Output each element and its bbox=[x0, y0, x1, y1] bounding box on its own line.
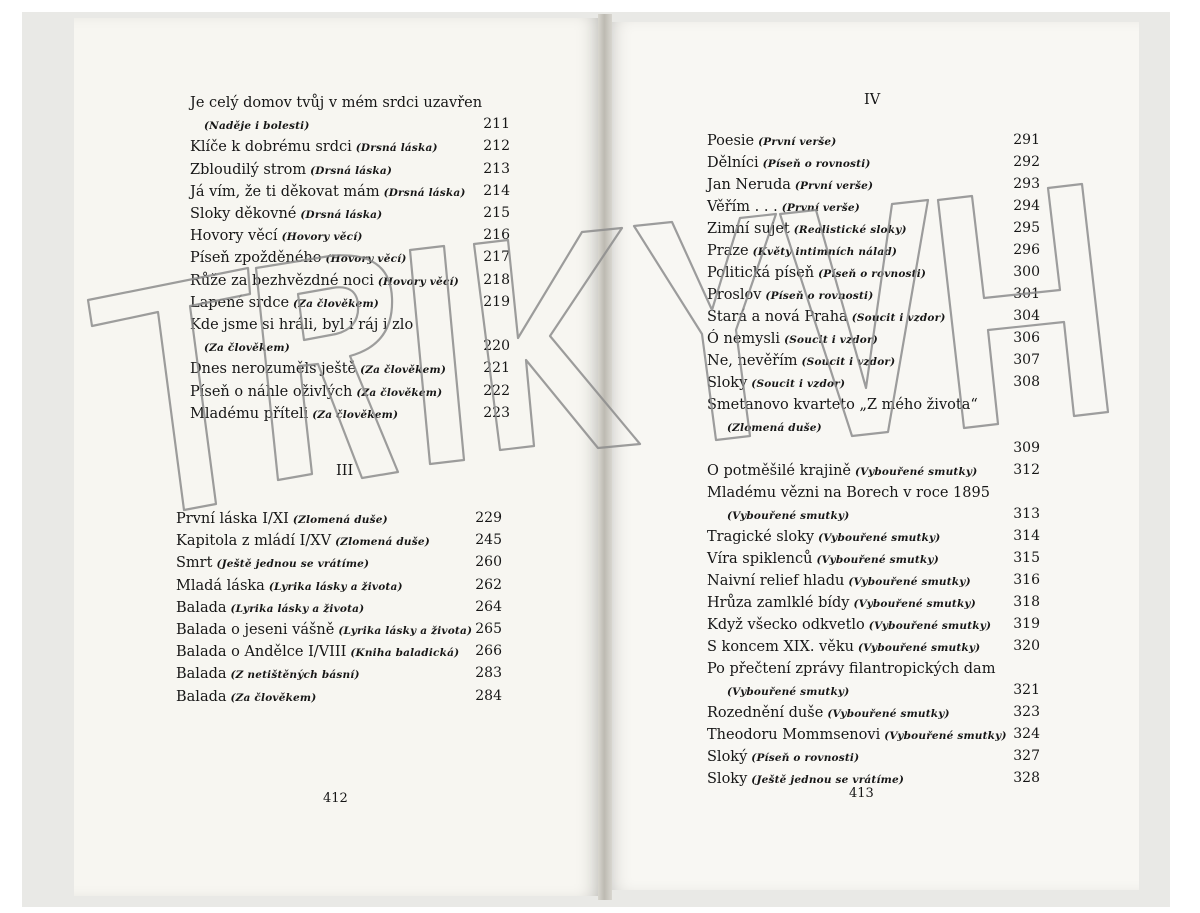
toc-entry-title: Smetanovo kvarteto „Z mého života“ bbox=[707, 397, 978, 413]
toc-entry-page-number: 293 bbox=[1013, 176, 1040, 192]
toc-entry bbox=[204, 336, 290, 355]
right-page bbox=[604, 22, 1139, 890]
toc-entry-collection: (Lyrika lásky a života) bbox=[338, 625, 473, 637]
toc-entry-collection: (Vybouřené smutky) bbox=[827, 708, 950, 720]
toc-entry bbox=[176, 686, 316, 705]
toc-entry-page-number: 313 bbox=[1013, 506, 1040, 522]
toc-entry-collection: (Vybouřené smutky) bbox=[818, 532, 941, 544]
toc-entry-title: Mladému vězni na Borech v roce 1895 bbox=[707, 485, 990, 501]
toc-entry-collection: (Soucit i vzdor) bbox=[801, 356, 896, 368]
toc-entry-title: Sloky děkovné bbox=[190, 206, 297, 222]
toc-entry-collection: (Drsná láska) bbox=[383, 186, 466, 199]
toc-entry-title: Sloký bbox=[707, 749, 748, 765]
toc-entry-page-number: 323 bbox=[1013, 704, 1040, 720]
toc-entry bbox=[707, 460, 977, 479]
toc-entry bbox=[707, 284, 873, 303]
toc-entry-page-number: 327 bbox=[1013, 748, 1040, 764]
toc-entry-page-number: 283 bbox=[475, 665, 502, 682]
toc-entry bbox=[707, 196, 860, 215]
toc-entry bbox=[707, 262, 926, 281]
toc-entry bbox=[176, 508, 388, 527]
toc-entry-title: Zbloudilý strom bbox=[190, 161, 307, 178]
toc-entry-title: Tragické sloky bbox=[707, 529, 815, 545]
toc-entry-collection: (Vybouřené smutky) bbox=[855, 466, 978, 478]
toc-entry-collection: (První verše) bbox=[758, 136, 837, 148]
toc-entry-page-number: 222 bbox=[483, 382, 510, 399]
toc-entry-collection: (Zlomená duše) bbox=[292, 514, 388, 526]
toc-entry-collection: (Ještě jednou se vrátíme) bbox=[751, 774, 905, 786]
toc-entry-title: Když všecko odkvetlo bbox=[707, 617, 865, 633]
toc-entry-collection: (Hovory věcí) bbox=[325, 253, 407, 266]
toc-entry-page-number: 296 bbox=[1013, 242, 1040, 258]
toc-entry-title: První láska I/XI bbox=[176, 511, 289, 527]
toc-entry-collection: (První verše) bbox=[794, 180, 874, 192]
toc-entry-page-number: 312 bbox=[1013, 462, 1040, 478]
toc-entry-collection: (Vybouřené smutky) bbox=[884, 730, 1007, 742]
toc-entry-page-number: 260 bbox=[475, 554, 502, 571]
toc-entry-page-number: 324 bbox=[1013, 726, 1040, 742]
toc-entry-title: Mladá láska bbox=[176, 577, 265, 594]
toc-entry-title: Dnes nerozuměls ještě bbox=[190, 361, 357, 378]
toc-entry-page-number: 292 bbox=[1013, 154, 1040, 170]
toc-entry-title: Píseň o náhle oživlých bbox=[190, 383, 353, 400]
toc-entry bbox=[707, 702, 950, 721]
toc-entry bbox=[707, 526, 940, 545]
toc-entry-title: O potměšilé krajině bbox=[707, 463, 851, 479]
toc-entry-page-number: 295 bbox=[1013, 220, 1040, 236]
toc-entry-page-number: 328 bbox=[1013, 770, 1040, 786]
toc-entry-title: Proslov bbox=[707, 287, 762, 303]
toc-entry-page-number: 314 bbox=[1013, 528, 1040, 544]
toc-entry bbox=[190, 292, 379, 311]
toc-entry-title: Naivní relief hladu bbox=[707, 573, 845, 589]
toc-entry-page-number: 213 bbox=[483, 160, 510, 177]
toc-entry-title: Balada o jeseni vášně bbox=[176, 622, 335, 638]
book-gutter bbox=[598, 14, 612, 900]
toc-entry-page-number: 223 bbox=[483, 404, 510, 421]
toc-entry-title: Stará a nová Praha bbox=[707, 309, 848, 325]
toc-entry bbox=[707, 350, 895, 369]
toc-entry-collection: (Zlomená duše) bbox=[727, 422, 822, 434]
toc-entry-page-number: 315 bbox=[1013, 550, 1040, 566]
toc-entry-title: Klíče k dobrému srdci bbox=[190, 139, 352, 156]
toc-entry-title: Sloky bbox=[707, 771, 748, 787]
toc-entry-title: Balada bbox=[176, 666, 227, 683]
toc-entry bbox=[707, 658, 995, 677]
toc-entry bbox=[176, 663, 360, 682]
toc-entry-title: Sloky bbox=[707, 375, 748, 391]
toc-entry-collection: (Soucit i vzdor) bbox=[784, 334, 878, 346]
toc-entry-page-number: 321 bbox=[1013, 682, 1040, 698]
toc-entry bbox=[190, 136, 438, 155]
toc-entry-collection: (Za člověkem) bbox=[360, 364, 447, 377]
toc-entry-collection: (Lyrika lásky a života) bbox=[268, 580, 403, 593]
toc-entry-collection: (Píseň o rovnosti) bbox=[818, 268, 927, 280]
toc-entry bbox=[707, 174, 873, 193]
toc-entry-collection: (Hovory věcí) bbox=[377, 275, 459, 288]
toc-entry bbox=[190, 358, 446, 377]
toc-entry bbox=[707, 570, 971, 589]
toc-entry-collection: (Vybouřené smutky) bbox=[853, 598, 976, 610]
toc-entry-page-number: 220 bbox=[483, 338, 510, 355]
toc-entry-collection: (Hovory věcí) bbox=[281, 231, 363, 244]
toc-entry bbox=[707, 768, 904, 787]
toc-entry-title: Po přečtení zprávy filantropických dam bbox=[707, 661, 996, 677]
toc-entry-page-number: 212 bbox=[483, 138, 510, 155]
toc-entry-page-number: 304 bbox=[1013, 308, 1040, 324]
toc-entry-title: Já vím, že ti děkovat mám bbox=[190, 183, 380, 200]
toc-entry-page-number: 309 bbox=[1013, 440, 1040, 456]
toc-entry-page-number: 211 bbox=[483, 116, 510, 133]
toc-entry-title: Balada o Andělce I/VIII bbox=[176, 644, 347, 661]
toc-entry bbox=[707, 482, 990, 501]
toc-entry-page-number: 219 bbox=[483, 293, 510, 310]
toc-entry-title: Růže za bezhvězdné noci bbox=[190, 272, 374, 289]
toc-entry-page-number: 316 bbox=[1013, 572, 1040, 588]
toc-entry-page-number: 214 bbox=[483, 182, 510, 199]
toc-entry-collection: (Soucit i vzdor) bbox=[751, 378, 846, 390]
toc-entry-title: Zimní sujet bbox=[707, 221, 790, 237]
toc-entry bbox=[707, 372, 845, 391]
toc-entry-collection: (Naděje i bolesti) bbox=[204, 120, 310, 133]
toc-entry-collection: (Drsná láska) bbox=[310, 164, 393, 177]
toc-entry-collection: (Drsná láska) bbox=[300, 209, 383, 221]
toc-entry bbox=[707, 218, 907, 237]
toc-entry bbox=[727, 416, 822, 435]
toc-entry-page-number: 218 bbox=[483, 271, 510, 288]
toc-entry-collection: (Za člověkem) bbox=[356, 386, 443, 399]
toc-entry bbox=[707, 394, 978, 413]
toc-entry bbox=[190, 181, 466, 200]
toc-entry bbox=[190, 159, 392, 178]
toc-entry-page-number: 265 bbox=[475, 621, 502, 637]
toc-entry-title: Je celý domov tvůj v mém srdci uzavřen bbox=[190, 95, 483, 111]
toc-entry-page-number: 217 bbox=[483, 249, 510, 266]
toc-entry bbox=[707, 152, 871, 171]
toc-entry bbox=[707, 636, 980, 655]
toc-entry-collection: (Vybouřené smutky) bbox=[727, 686, 850, 698]
toc-entry bbox=[727, 504, 849, 523]
toc-entry bbox=[707, 724, 1007, 743]
toc-entry-collection: (Drsná láska) bbox=[355, 142, 438, 155]
toc-entry-collection: (Vybouřené smutky) bbox=[727, 510, 850, 522]
toc-entry bbox=[176, 619, 472, 638]
toc-entry-page-number: 291 bbox=[1013, 132, 1040, 148]
toc-entry bbox=[176, 641, 459, 660]
toc-entry-page-number: 216 bbox=[483, 227, 510, 244]
toc-entry bbox=[176, 597, 364, 616]
toc-entry-page-number: 301 bbox=[1013, 286, 1040, 302]
toc-entry-collection: (Vybouřené smutky) bbox=[857, 642, 981, 654]
toc-entry-collection: (Lyrika lásky a života) bbox=[230, 602, 365, 615]
toc-entry-title: Víra spiklenců bbox=[707, 551, 813, 567]
toc-entry-collection: (Vybouřené smutky) bbox=[868, 620, 992, 632]
toc-entry-title: Píseň zpožděného bbox=[190, 250, 322, 267]
toc-entry-collection: (První verše) bbox=[781, 202, 860, 214]
toc-entry-page-number: 215 bbox=[483, 205, 510, 221]
toc-entry-collection: (Za člověkem) bbox=[293, 297, 379, 310]
toc-entry-page-number: 308 bbox=[1013, 374, 1040, 390]
toc-entry-title: Hrůza zamlklé bídy bbox=[707, 595, 850, 611]
toc-entry-page-number: 307 bbox=[1013, 352, 1040, 368]
toc-entry-title: Balada bbox=[176, 688, 227, 705]
toc-entry-collection: (Kniha baladická) bbox=[350, 647, 460, 660]
toc-entry bbox=[190, 270, 459, 289]
toc-entry-collection: (Za člověkem) bbox=[312, 408, 399, 421]
page-number-413: 413 bbox=[849, 786, 874, 801]
section-heading-iii: III bbox=[336, 463, 354, 479]
toc-entry-collection: (Soucit i vzdor) bbox=[851, 312, 946, 324]
toc-entry bbox=[707, 306, 946, 325]
toc-entry-page-number: 319 bbox=[1013, 616, 1040, 632]
toc-entry-title: Ó nemysli bbox=[707, 331, 781, 347]
toc-entry-page-number: 262 bbox=[475, 576, 502, 593]
toc-entry-title: Smrt bbox=[176, 555, 213, 572]
toc-entry-page-number: 264 bbox=[475, 598, 502, 615]
toc-entry-page-number: 320 bbox=[1013, 638, 1040, 654]
toc-entry bbox=[707, 240, 897, 259]
toc-entry bbox=[190, 203, 382, 222]
toc-entry-title: Mladému příteli bbox=[190, 405, 309, 422]
toc-entry-title: Hovory věcí bbox=[190, 228, 278, 245]
toc-entry bbox=[707, 746, 859, 765]
toc-entry-collection: (Květy intimních nálad) bbox=[752, 246, 898, 258]
toc-entry-collection: (Za člověkem) bbox=[204, 342, 290, 355]
toc-entry bbox=[190, 247, 407, 266]
toc-entry bbox=[176, 575, 403, 594]
toc-entry-title: Ne, nevěřím bbox=[707, 353, 798, 369]
toc-entry bbox=[190, 381, 442, 400]
toc-entry-title: Kapitola z mládí I/XV bbox=[176, 533, 332, 550]
toc-entry-collection: (Vybouřené smutky) bbox=[848, 576, 971, 588]
toc-entry-collection: (Vybouřené smutky) bbox=[816, 554, 939, 566]
toc-entry-collection: (Realistické sloky) bbox=[793, 224, 907, 236]
toc-entry-title: Dělníci bbox=[707, 155, 759, 171]
toc-entry-collection: (Píseň o rovnosti) bbox=[765, 290, 874, 302]
page-number-412: 412 bbox=[323, 791, 348, 806]
toc-entry-title: Kde jsme si hráli, byl i ráj i zlo bbox=[190, 317, 414, 333]
toc-entry-title: Lapené srdce bbox=[190, 294, 290, 311]
toc-entry-page-number: 229 bbox=[475, 510, 502, 526]
toc-entry bbox=[707, 328, 878, 347]
toc-entry bbox=[190, 225, 363, 244]
toc-entry bbox=[190, 314, 413, 333]
toc-entry-title: Politická píseň bbox=[707, 265, 815, 281]
toc-entry-title: Praze bbox=[707, 243, 749, 259]
toc-entry bbox=[176, 552, 369, 571]
toc-entry-page-number: 306 bbox=[1013, 330, 1040, 346]
toc-entry-title: S koncem XIX. věku bbox=[707, 639, 854, 655]
section-heading-iv: IV bbox=[864, 92, 881, 108]
toc-entry-title: Theodoru Mommsenovi bbox=[707, 727, 881, 743]
toc-entry-collection: (Za člověkem) bbox=[230, 691, 317, 704]
toc-entry bbox=[727, 680, 849, 699]
toc-entry-collection: (Píseň o rovnosti) bbox=[751, 752, 860, 764]
toc-entry-page-number: 294 bbox=[1013, 198, 1040, 214]
toc-entry bbox=[707, 592, 976, 611]
toc-entry-collection: (Ještě jednou se vrátíme) bbox=[216, 558, 370, 571]
toc-entry-title: Rozednění duše bbox=[707, 705, 824, 721]
toc-entry bbox=[190, 92, 482, 111]
toc-entry-page-number: 300 bbox=[1013, 264, 1040, 280]
toc-entry-collection: (Zlomená duše) bbox=[335, 536, 430, 549]
toc-entry-title: Jan Neruda bbox=[707, 177, 791, 193]
toc-entry-page-number: 318 bbox=[1013, 594, 1040, 610]
toc-entry bbox=[190, 403, 398, 422]
toc-entry-title: Poesie bbox=[707, 133, 755, 149]
toc-entry-page-number: 245 bbox=[475, 532, 502, 549]
toc-entry-page-number: 266 bbox=[475, 643, 502, 660]
toc-entry-page-number: 221 bbox=[483, 360, 510, 377]
toc-entry-title: Balada bbox=[176, 599, 227, 616]
toc-entry bbox=[707, 614, 991, 633]
toc-entry bbox=[707, 130, 836, 149]
toc-entry bbox=[176, 530, 430, 549]
toc-entry-collection: (Píseň o rovnosti) bbox=[762, 158, 871, 170]
toc-entry-collection: (Z netištěných básní) bbox=[230, 669, 360, 682]
toc-entry bbox=[204, 114, 310, 133]
toc-entry-page-number: 284 bbox=[475, 687, 502, 704]
toc-entry bbox=[707, 548, 939, 567]
toc-entry-title: Věřím . . . bbox=[707, 199, 778, 215]
